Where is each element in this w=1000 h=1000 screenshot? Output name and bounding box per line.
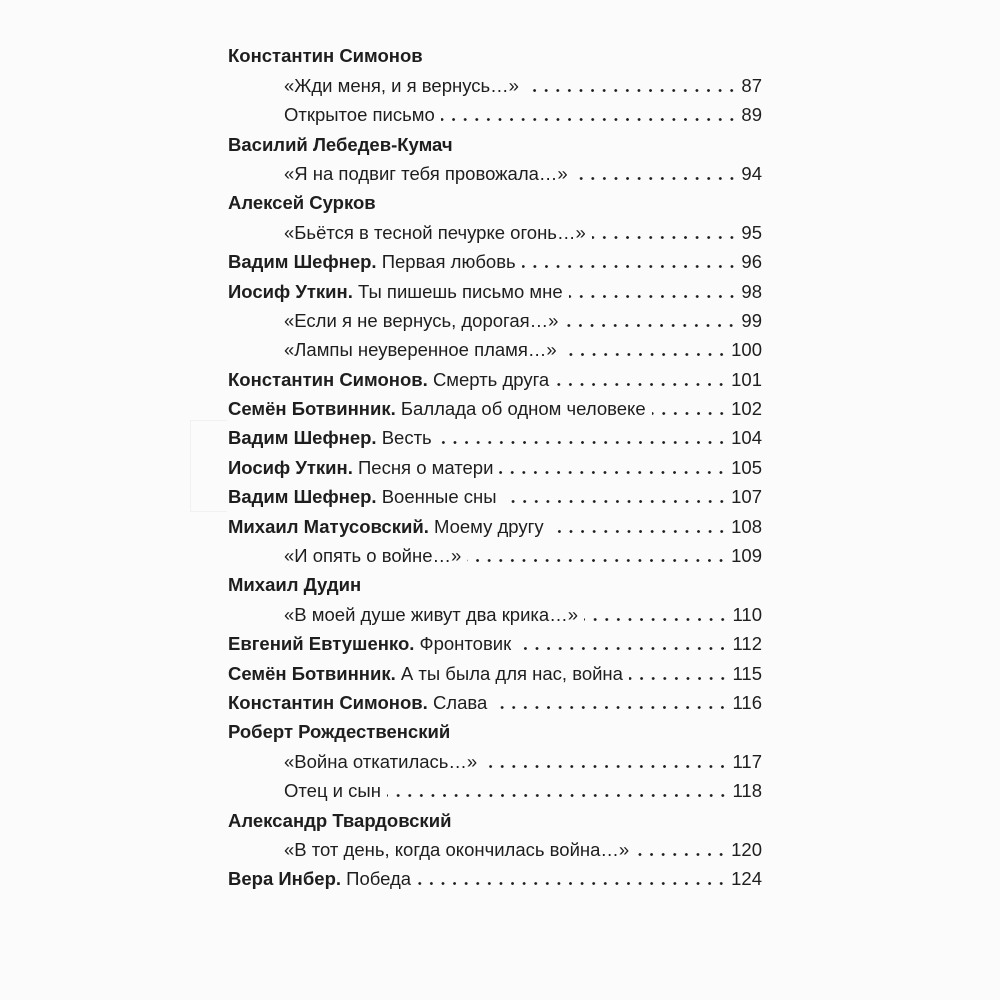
toc-leader-dots (563, 353, 727, 356)
toc-page-number: 100 (731, 339, 762, 361)
toc-entry (228, 743, 762, 772)
toc-leader-dots (564, 324, 737, 327)
toc-author: Вадим Шефнер. (228, 427, 377, 449)
toc-entry (228, 244, 762, 273)
toc-author: Алексей Сурков (228, 192, 376, 214)
toc-author: Константин Симонов. (228, 368, 428, 390)
toc-author: Роберт Рождественский (228, 721, 451, 743)
toc-author: Вадим Шефнер. (228, 486, 377, 508)
toc-leader-dots (483, 765, 728, 768)
toc-page-number: 116 (732, 691, 762, 713)
toc-leader-dots (584, 618, 729, 621)
toc-page-number: 107 (731, 486, 762, 508)
toc-entry (228, 685, 762, 714)
toc-page-number: 99 (741, 309, 762, 331)
table-of-contents (228, 38, 762, 890)
toc-page-number: 94 (741, 162, 762, 184)
toc-title: Весть (381, 427, 432, 449)
toc-entry (228, 214, 762, 243)
toc-title: Смерть друга (432, 368, 550, 390)
toc-title: Военные сны (381, 486, 497, 508)
toc-title: Слава (432, 691, 488, 713)
toc-page-number: 110 (732, 603, 762, 625)
toc-leader-dots (574, 177, 738, 180)
toc-author-heading (228, 185, 762, 214)
toc-title: Первая любовь (381, 251, 516, 273)
toc-author-heading (228, 567, 762, 596)
toc-title: «Если я не вернусь, дорогая…» (284, 309, 559, 331)
toc-author-heading (228, 38, 762, 67)
toc-title: Открытое письмо (284, 104, 435, 126)
toc-leader-dots (550, 530, 728, 533)
toc-page-number: 98 (741, 280, 762, 302)
toc-entry (228, 538, 762, 567)
toc-page-number: 95 (741, 221, 762, 243)
toc-page-number: 105 (731, 456, 762, 478)
toc-entry (228, 303, 762, 332)
toc-author: Константин Симонов (228, 45, 423, 67)
toc-entry (228, 773, 762, 802)
toc-leader-dots (417, 882, 727, 885)
toc-author: Иосиф Уткин. (228, 280, 353, 302)
toc-title: Моему другу (433, 515, 544, 537)
toc-entry (228, 626, 762, 655)
toc-author: Василий Лебедев-Кумач (228, 133, 453, 155)
toc-author: Иосиф Уткин. (228, 456, 353, 478)
toc-title: «Война откатилась…» (284, 750, 478, 772)
toc-page-number: 87 (741, 74, 762, 96)
toc-author: Вера Инбер. (228, 868, 342, 890)
toc-title: Победа (346, 868, 412, 890)
toc-page-number: 104 (731, 427, 762, 449)
toc-author: Александр Твардовский (228, 809, 452, 831)
toc-leader-dots (387, 794, 729, 797)
toc-leader-dots (525, 89, 737, 92)
toc-leader-dots (592, 236, 738, 239)
toc-leader-dots (441, 118, 738, 121)
toc-author: Семён Ботвинник. (228, 662, 396, 684)
toc-entry (228, 508, 762, 537)
toc-entry (228, 361, 762, 390)
toc-title: «Жди меня, и я вернусь…» (284, 74, 519, 96)
toc-entry (228, 332, 762, 361)
toc-entry (228, 67, 762, 96)
toc-author-heading (228, 714, 762, 743)
toc-title: Ты пишешь письмо мне (358, 280, 563, 302)
toc-page-number: 115 (732, 662, 762, 684)
toc-page-number: 112 (732, 633, 762, 655)
toc-page-number: 124 (731, 868, 762, 890)
toc-title: Баллада об одном человеке (400, 398, 646, 420)
toc-leader-dots (503, 500, 728, 503)
toc-leader-dots (438, 441, 727, 444)
bleed-through-mark (190, 420, 227, 512)
toc-entry (228, 97, 762, 126)
toc-author: Семён Ботвинник. (228, 398, 396, 420)
toc-title: «В тот день, когда окончилась война…» (284, 838, 630, 860)
toc-title: «Лампы неуверенное пламя…» (284, 339, 557, 361)
toc-entry (228, 273, 762, 302)
toc-author: Вадим Шефнер. (228, 251, 377, 273)
toc-leader-dots (517, 647, 728, 650)
toc-title: «И опять о войне…» (284, 545, 462, 567)
toc-title: А ты была для нас, война (400, 662, 623, 684)
toc-entry (228, 655, 762, 684)
toc-entry (228, 156, 762, 185)
toc-leader-dots (522, 265, 738, 268)
toc-entry (228, 449, 762, 478)
toc-entry (228, 596, 762, 625)
toc-page-number: 89 (741, 104, 762, 126)
toc-title: Песня о матери (358, 456, 494, 478)
toc-page-number: 96 (741, 251, 762, 273)
toc-page-number: 101 (731, 368, 762, 390)
toc-author: Михаил Дудин (228, 574, 362, 596)
toc-leader-dots (629, 677, 729, 680)
toc-entry (228, 391, 762, 420)
toc-entry (228, 420, 762, 449)
toc-page-number: 118 (732, 780, 762, 802)
toc-author: Константин Симонов. (228, 691, 428, 713)
toc-leader-dots (652, 412, 728, 415)
toc-author: Михаил Матусовский. (228, 515, 429, 537)
toc-author: Евгений Евтушенко. (228, 633, 415, 655)
toc-title: «Бьётся в тесной печурке огонь…» (284, 221, 586, 243)
toc-page-number: 109 (731, 545, 762, 567)
toc-page-number: 102 (731, 398, 762, 420)
toc-leader-dots (467, 559, 727, 562)
toc-title: «В моей душе живут два крика…» (284, 603, 578, 625)
toc-leader-dots (555, 383, 727, 386)
toc-title: Отец и сын (284, 780, 381, 802)
toc-title: «Я на подвиг тебя провожала…» (284, 162, 568, 184)
toc-entry (228, 479, 762, 508)
toc-author-heading (228, 802, 762, 831)
toc-entry (228, 861, 762, 890)
toc-entry (228, 832, 762, 861)
toc-leader-dots (493, 706, 728, 709)
toc-leader-dots (569, 295, 738, 298)
toc-title: Фронтовик (419, 633, 512, 655)
toc-author-heading (228, 126, 762, 155)
toc-page-number: 117 (732, 750, 762, 772)
toc-leader-dots (635, 853, 727, 856)
toc-page-number: 120 (731, 838, 762, 860)
toc-page-number: 108 (731, 515, 762, 537)
toc-leader-dots (499, 471, 727, 474)
